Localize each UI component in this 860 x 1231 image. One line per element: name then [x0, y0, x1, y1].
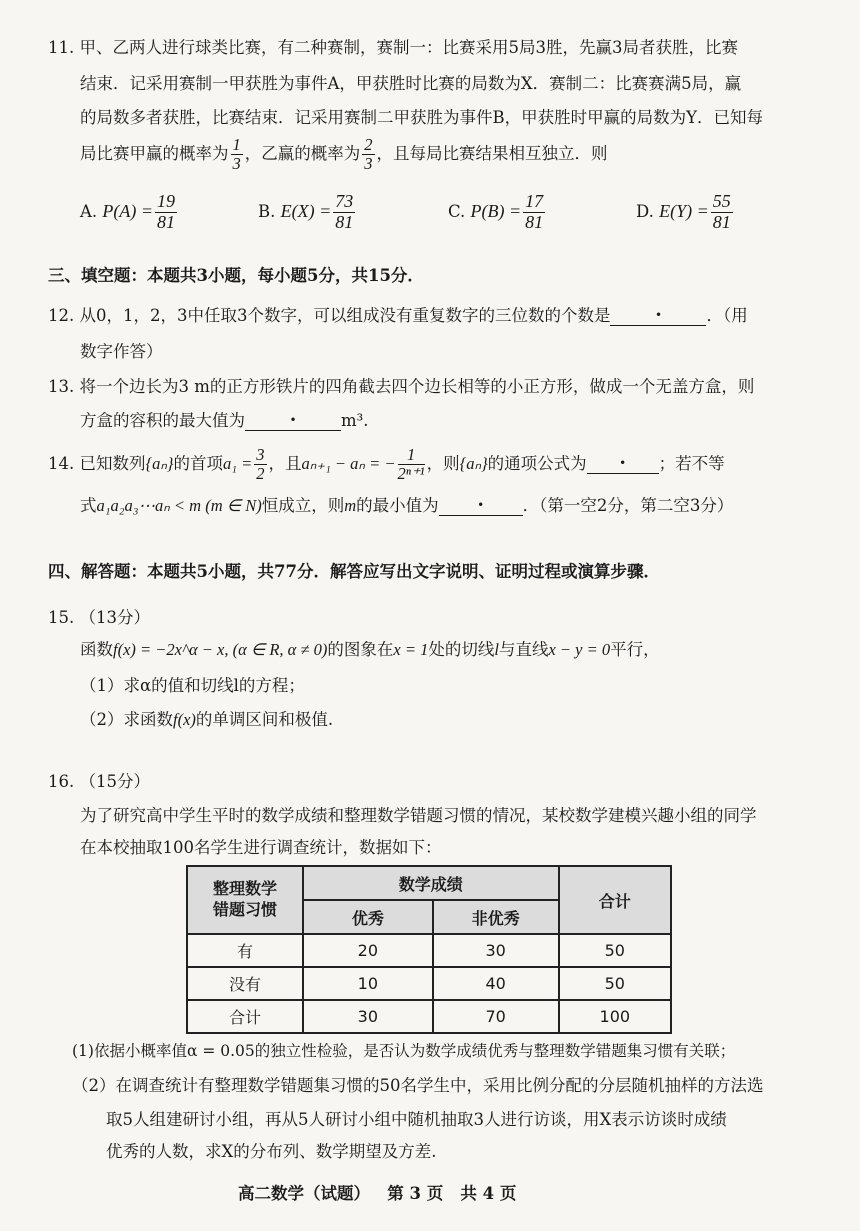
q11-prob-b-fraction: $\frac{2}{3}$ [364, 135, 373, 174]
q15-part1: （1）求α的值和切线l的方程； [80, 676, 305, 695]
q14-recurrence-fraction: $\frac{1}{\text{2ⁿ⁺¹}}$ [397, 445, 425, 484]
q12-answer-blank[interactable]: • [610, 304, 706, 326]
table-group-header: 数学成绩 [303, 866, 559, 900]
q16-part2-line1: （2）在调查统计有整理数学错题集习惯的50名学生中，采用比例分配的分层随机抽样的方法选 [72, 1076, 764, 1095]
row-label: 有 [187, 934, 303, 967]
q15-function: f(x) = −2x^α − x, (α ∈ R, α ≠ 0) [113, 640, 328, 659]
table-row [187, 1000, 671, 1033]
table-row [187, 934, 671, 967]
option-c-fraction: $\frac{17}{81}$ [525, 191, 544, 232]
q14-answer-blank-2[interactable]: • [439, 494, 523, 516]
q11-option-c: C. P(B) = $\frac{17}{81}$ [448, 191, 544, 232]
cell: 30 [303, 1000, 433, 1033]
cell: 20 [303, 934, 433, 967]
page-footer: 高二数学（试题） 第 3 页 共 4 页 [238, 1184, 517, 1203]
q11-line4-text-a: 局比赛甲赢的概率为 [80, 144, 229, 164]
q11-option-a: A. P(A) = $\frac{19}{81}$ [80, 191, 176, 232]
q15-part2: （2）求函数f(x)的单调区间和极值. [80, 710, 334, 729]
q13-line1: 13. 将一个边长为3 m的正方形铁片的四角截去四个边长相等的小正方形，做成一个无盖方盒，则 [48, 377, 755, 396]
q14-first-term-fraction: $\frac{3}{2}$ [256, 445, 265, 484]
cell: 70 [433, 1000, 559, 1033]
q15-heading: 15. （13分） [48, 608, 150, 627]
cell: 100 [559, 1000, 671, 1033]
table-corner-header: 整理数学 错题习惯 [187, 866, 303, 934]
q11-line2: 结束．记采用赛制一甲获胜为事件A，甲获胜时比赛的局数为X．赛制二：比赛赛满5局，赢 [80, 74, 742, 93]
table-col-non-excellent: 非优秀 [433, 900, 559, 934]
q16-part1: (1)依据小概率值α = 0.05的独立性检验，是否认为数学成绩优秀与整理数学错题集习惯有关联； [72, 1042, 736, 1060]
q16-heading: 16. （15分） [48, 772, 150, 791]
q15-line1: 函数f(x) = −2x^α − x, (α ∈ R, α ≠ 0)的图象在x = 1处的切线l与直线x − y = 0平行， [80, 640, 660, 659]
q11-prob-a-fraction: $\frac{1}{3}$ [232, 135, 241, 174]
table-total-header: 合计 [559, 866, 671, 934]
q16-line2: 在本校抽取100名学生进行调查统计，数据如下： [80, 838, 442, 857]
q12-line2: 数字作答） [80, 342, 163, 361]
q11-option-d: D. E(Y) = $\frac{55}{81}$ [636, 191, 731, 232]
q14-sequence: {aₙ} [145, 454, 174, 474]
q16-part2-line2: 取5人组建研讨小组，再从5人研讨小组中随机抽取3人进行访谈，用X表示访谈时成绩 [106, 1110, 727, 1129]
q16-line1: 为了研究高中学生平时的数学成绩和整理数学错题习惯的情况，某校数学建模兴趣小组的同学 [80, 806, 757, 825]
q13-answer-blank[interactable]: • [245, 409, 341, 431]
cell: 50 [559, 934, 671, 967]
q11-option-b: B. E(X) = $\frac{73}{81}$ [258, 191, 354, 232]
cell: 10 [303, 967, 433, 1000]
section4-heading: 四、解答题：本题共5小题，共77分．解答应写出文字说明、证明过程或演算步骤． [48, 562, 660, 581]
q11-line4-text-b: ，乙赢的概率为 [244, 144, 361, 164]
q14-answer-blank-1[interactable]: • [587, 452, 659, 474]
option-d-fraction: $\frac{55}{81}$ [712, 191, 731, 232]
q11-line4 [80, 136, 608, 173]
section3-heading: 三、填空题：本题共3小题，每小题5分，共15分． [48, 266, 424, 285]
q14-line2: 式a₁a₂a₃⋯aₙ < m (m ∈ N)恒成立，则m的最小值为 • ．（第一空2分，第二空3分） [80, 496, 734, 515]
row-label: 没有 [187, 967, 303, 1000]
option-a-fraction: $\frac{19}{81}$ [157, 191, 176, 232]
q13-line2: 方盒的容积的最大值为 • m³. [80, 411, 369, 430]
q14-line1: 14. 已知数列{aₙ}的首项a₁ = $\frac{3}{2}$ ，且aₙ₊₁ − aₙ = − $\frac{1}{\text{2ⁿ⁺¹}}$ ，则{aₙ}的通项公式为 • ；若不等 [48, 445, 725, 484]
q12-line1: 12. 从0，1，2，3中任取3个数字，可以组成没有重复数字的三位数的个数是 • ．（用 [48, 306, 748, 325]
cell: 50 [559, 967, 671, 1000]
q11-line3: 的局数多者获胜，比赛结束．记采用赛制二甲获胜为事件B，甲获胜时甲赢的局数为Y．已知每 [80, 108, 764, 127]
q11-line1: 11. 甲、乙两人进行球类比赛，有二种赛制，赛制一：比赛采用5局3胜，先赢3局者获胜，比赛 [48, 38, 738, 57]
q16-part2-line3: 优秀的人数，求X的分布列、数学期望及方差. [106, 1142, 437, 1161]
cell: 30 [433, 934, 559, 967]
table-row [187, 967, 671, 1000]
row-label: 合计 [187, 1000, 303, 1033]
option-b-fraction: $\frac{73}{81}$ [335, 191, 354, 232]
cell: 40 [433, 967, 559, 1000]
table-col-excellent: 优秀 [303, 900, 433, 934]
q14-inequality: a₁a₂a₃⋯aₙ < m (m ∈ N) [96, 496, 262, 515]
q11-line4-text-c: ，且每局比赛结果相互独立．则 [376, 144, 608, 164]
contingency-table [186, 865, 672, 1034]
